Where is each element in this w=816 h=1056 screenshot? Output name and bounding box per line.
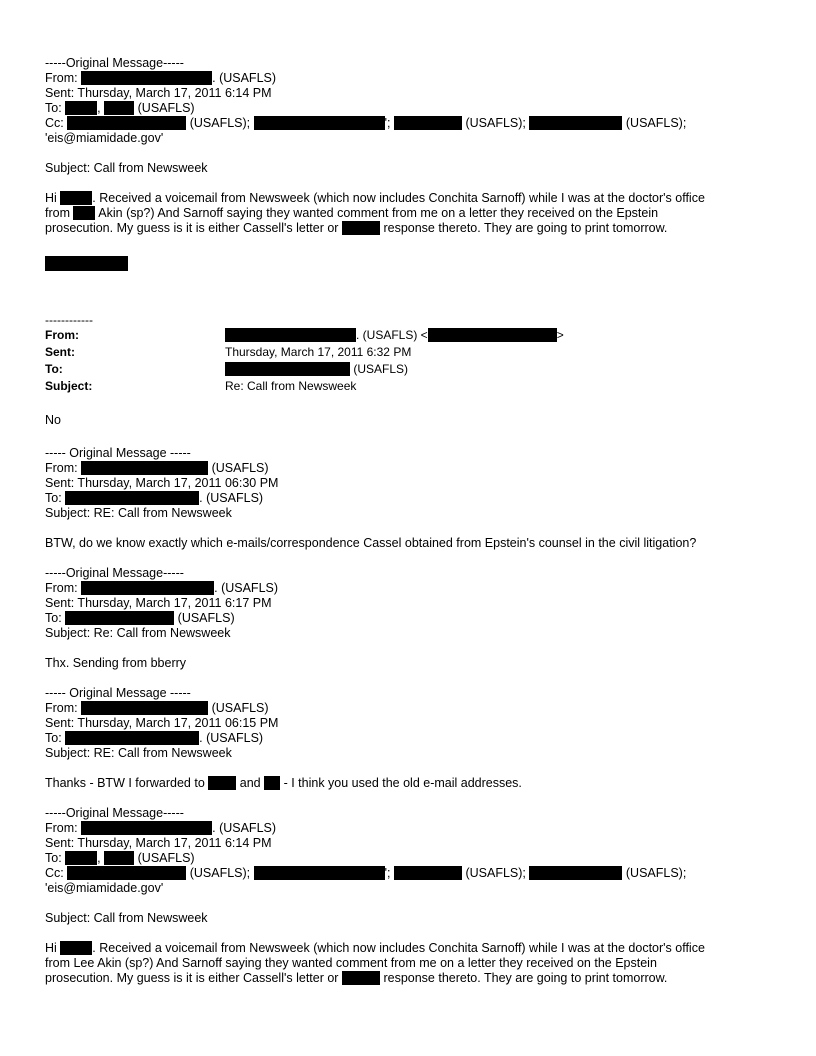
redaction-bar: [342, 971, 380, 985]
subject-line: Subject: Re: Call from Newsweek: [45, 626, 231, 640]
redaction-bar: [254, 866, 385, 880]
redaction-bar: [394, 866, 462, 880]
body-text: Hi: [45, 941, 57, 955]
sent-line: Sent: Thursday, March 17, 2011 6:17 PM: [45, 596, 272, 610]
redaction-bar: [73, 206, 95, 220]
from-suffix: . (USAFLS): [214, 581, 279, 595]
from-value-text: >: [556, 328, 564, 342]
original-message-5: [45, 806, 785, 986]
sent-line: Sent: Thursday, March 17, 2011 6:14 PM: [45, 836, 272, 850]
sent-line: Sent: Thursday, March 17, 2011 06:15 PM: [45, 716, 279, 730]
from-line: [45, 461, 785, 476]
redaction-bar: [65, 611, 174, 625]
from-line: [45, 581, 785, 596]
to-label: To:: [45, 611, 62, 625]
to-label: To:: [45, 491, 62, 505]
header-from-label: From:: [45, 328, 79, 342]
cc-text: (USAFLS);: [625, 116, 687, 130]
body-text: from: [45, 206, 70, 220]
redaction-bar: [225, 362, 350, 376]
message-separator: -----Original Message-----: [45, 806, 184, 820]
redaction-bar: [529, 866, 622, 880]
from-label: From:: [45, 71, 78, 85]
from-line: [45, 821, 785, 836]
to-suffix: (USAFLS): [137, 851, 195, 865]
body-line: [45, 191, 785, 206]
cc-text: (USAFLS);: [465, 866, 526, 880]
redaction-bar: [225, 328, 356, 342]
from-suffix: (USAFLS): [211, 461, 269, 475]
body-text: response thereto. They are going to print tomorrow.: [383, 221, 668, 235]
redaction-bar: [428, 328, 557, 342]
redaction-bar: [208, 776, 236, 790]
redaction-bar: [65, 101, 97, 115]
subject-line: Subject: RE: Call from Newsweek: [45, 506, 232, 520]
redaction-bar: [60, 941, 92, 955]
cc-label: Cc:: [45, 116, 64, 130]
header-sent-label: Sent:: [45, 345, 75, 359]
redaction-bar: [65, 491, 199, 505]
header-subject-row: [45, 378, 785, 395]
sent-line: Sent: Thursday, March 17, 2011 06:30 PM: [45, 476, 279, 490]
to-line: [45, 731, 785, 746]
redaction-bar: [81, 71, 212, 85]
cc-text: (USAFLS);: [189, 866, 251, 880]
from-suffix: . (USAFLS): [212, 821, 277, 835]
to-line: [45, 491, 785, 506]
cc-text: (USAFLS);: [189, 116, 251, 130]
body-line: from Lee Akin (sp?) And Sarnoff saying they wanted comment from me on a letter they received on the Epstein: [45, 956, 657, 970]
message-separator: -----Original Message-----: [45, 566, 184, 580]
to-suffix: . (USAFLS): [199, 731, 264, 745]
body-line: [45, 221, 785, 236]
to-line: [45, 611, 785, 626]
reply-header: [45, 313, 785, 395]
from-line: [45, 71, 785, 86]
redaction-bar: [81, 821, 212, 835]
to-suffix: (USAFLS): [137, 101, 195, 115]
message-separator: -----Original Message-----: [45, 56, 184, 70]
redaction-bar: [264, 776, 280, 790]
redaction-bar: [104, 101, 134, 115]
to-separator: ,: [97, 851, 101, 865]
to-suffix: (USAFLS): [177, 611, 235, 625]
redaction-bar: [65, 731, 199, 745]
subject-line: Subject: RE: Call from Newsweek: [45, 746, 232, 760]
from-suffix: (USAFLS): [211, 701, 269, 715]
to-value-text: (USAFLS): [353, 362, 409, 376]
body-text: prosecution. My guess is it is either Cassell's letter or: [45, 221, 339, 235]
sent-line: Sent: Thursday, March 17, 2011 6:14 PM: [45, 86, 272, 100]
message-separator: ----- Original Message -----: [45, 446, 191, 460]
body-text: - I think you used the old e-mail addresses.: [283, 776, 522, 790]
signature-redaction: [45, 256, 128, 271]
redaction-bar: [81, 581, 214, 595]
header-to-label: To:: [45, 362, 63, 376]
redaction-bar: [529, 116, 622, 130]
from-suffix: . (USAFLS): [212, 71, 277, 85]
header-to-value: [225, 361, 785, 378]
redaction-bar: [394, 116, 462, 130]
header-sent-value: Thursday, March 17, 2011 6:32 PM: [225, 345, 412, 359]
body-line: [45, 971, 785, 986]
to-suffix: . (USAFLS): [199, 491, 264, 505]
header-divider: ------------: [45, 313, 93, 327]
cc-line-2: 'eis@miamidade.gov': [45, 131, 164, 145]
header-subject-label: Subject:: [45, 379, 93, 393]
body-text: prosecution. My guess is it is either Cassell's letter or: [45, 971, 339, 985]
redaction-bar: [104, 851, 134, 865]
body-text: . Received a voicemail from Newsweek (which now includes Conchita Sarnoff) while I was at the doctor's office: [92, 941, 705, 955]
header-sent-row: [45, 344, 785, 361]
from-label: From:: [45, 581, 78, 595]
reply-body: No: [45, 413, 61, 427]
header-from-value: [225, 327, 785, 344]
body-line: [45, 206, 785, 221]
from-line: [45, 701, 785, 716]
from-label: From:: [45, 461, 78, 475]
redaction-bar: [342, 221, 380, 235]
from-label: From:: [45, 701, 78, 715]
redaction-bar: [81, 461, 208, 475]
to-separator: ,: [97, 101, 101, 115]
redaction-bar: [254, 116, 385, 130]
cc-label: Cc:: [45, 866, 64, 880]
header-subject-value: Re: Call from Newsweek: [225, 379, 357, 393]
body-text: . Received a voicemail from Newsweek (which now includes Conchita Sarnoff) while I was at the doctor's office: [92, 191, 705, 205]
body-line: BTW, do we know exactly which e-mails/correspondence Cassel obtained from Epstein's counsel in the civil litigation?: [45, 536, 697, 550]
body-line: [45, 941, 785, 956]
to-label: To:: [45, 731, 62, 745]
to-label: To:: [45, 851, 62, 865]
original-message-4: [45, 686, 785, 791]
original-message-1: [45, 56, 785, 271]
body-line: Thx. Sending from bberry: [45, 656, 187, 670]
to-line: [45, 851, 785, 866]
subject-line: Subject: Call from Newsweek: [45, 911, 208, 925]
redaction-bar: [60, 191, 92, 205]
cc-text: (USAFLS);: [465, 116, 526, 130]
body-text: Thanks - BTW I forwarded to: [45, 776, 205, 790]
redaction-bar: [65, 851, 97, 865]
body-text: Akin (sp?) And Sarnoff saying they wanted comment from me on a letter they received on the Epstein: [98, 206, 659, 220]
redaction-bar: [67, 116, 186, 130]
redaction-bar: [67, 866, 186, 880]
from-label: From:: [45, 821, 78, 835]
body-line: [45, 776, 785, 791]
body-text: response thereto. They are going to print tomorrow.: [383, 971, 668, 985]
subject-line: Subject: Call from Newsweek: [45, 161, 208, 175]
original-message-2: [45, 446, 785, 551]
from-value-text: . (USAFLS) <: [356, 328, 428, 342]
to-line: [45, 101, 785, 116]
cc-text: ';: [384, 866, 391, 880]
header-to-row: [45, 361, 785, 378]
body-text: Hi: [45, 191, 57, 205]
cc-text: ';: [384, 116, 391, 130]
original-message-3: [45, 566, 785, 671]
body-text: and: [239, 776, 261, 790]
to-label: To:: [45, 101, 62, 115]
redaction-bar: [81, 701, 208, 715]
cc-line: [45, 866, 785, 881]
cc-line: [45, 116, 785, 131]
message-separator: ----- Original Message -----: [45, 686, 191, 700]
header-from-row: [45, 327, 785, 344]
email-document: [45, 56, 785, 986]
cc-text: (USAFLS);: [625, 866, 687, 880]
cc-line-2: 'eis@miamidade.gov': [45, 881, 164, 895]
